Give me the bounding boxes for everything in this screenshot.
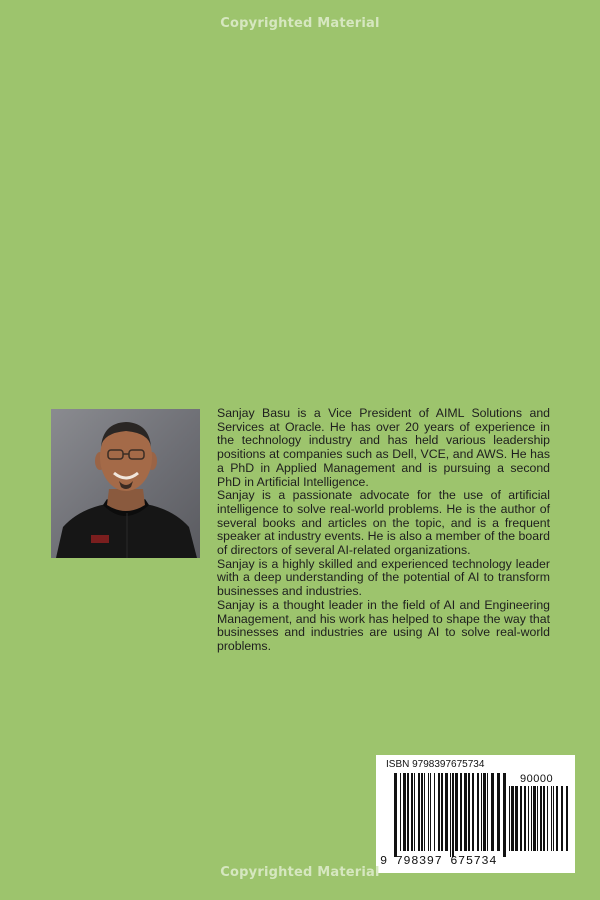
barcode-bar	[566, 786, 568, 851]
barcode-bar	[497, 773, 500, 851]
barcode-bar	[438, 773, 440, 851]
barcode-bar	[537, 786, 538, 851]
barcode-bar	[421, 773, 423, 851]
barcode-bar	[450, 773, 451, 857]
barcode-bar	[483, 773, 486, 851]
isbn-digits: 9 798397 675734	[380, 854, 498, 868]
barcode-bar	[411, 773, 413, 851]
bio-paragraph: Sanjay Basu is a Vice President of AIML Solutions and Services at Oracle. He has over 20 years of experience in the technology industry and has held various leadership positions at companies such as Dell, VCE, and AWS. He has a PhD in Applied Management and is pursuing a second PhD in Artificial Intelligence.	[217, 406, 550, 489]
barcode-bar	[394, 773, 397, 857]
bio-paragraph: Sanjay is a highly skilled and experienced technology leader with a deep understanding of the potential of AI to transform businesses and industries.	[217, 556, 550, 599]
price-code: 90000	[520, 773, 554, 785]
barcode-bar	[430, 773, 431, 851]
author-bio	[217, 407, 550, 654]
barcode-bar	[472, 773, 474, 851]
barcode-bar	[424, 773, 425, 851]
barcode-bar	[491, 773, 494, 851]
barcode-bar	[481, 773, 482, 851]
barcode-bar	[515, 786, 518, 851]
barcode-bar	[428, 773, 429, 851]
barcode-bar	[511, 786, 514, 851]
barcode-bar	[403, 773, 406, 851]
barcode-bar	[418, 773, 420, 851]
barcode-bar	[414, 773, 415, 851]
barcode-bar	[400, 773, 401, 851]
barcode-bar	[477, 773, 479, 851]
watermark-top: Copyrighted Material	[220, 16, 380, 31]
barcode-bar	[407, 773, 409, 851]
barcode-bar	[543, 786, 545, 851]
barcode-addon	[509, 786, 569, 857]
barcode-bar	[455, 773, 458, 851]
barcode-bar	[503, 773, 506, 857]
barcode-bar	[445, 773, 448, 851]
barcode-bar	[553, 786, 554, 851]
barcode-bar	[561, 786, 563, 851]
barcode-bar	[441, 773, 443, 851]
barcode-bar	[547, 786, 548, 851]
barcode-bar	[452, 773, 454, 857]
barcode-bar	[487, 773, 488, 851]
barcode-bar	[556, 786, 558, 851]
barcode-bar	[531, 786, 532, 851]
barcode-bar	[460, 773, 462, 851]
barcode-bar	[520, 786, 522, 851]
barcode-bar	[468, 773, 470, 851]
isbn-barcode-box	[376, 755, 575, 873]
barcode-bar	[464, 773, 467, 851]
barcode-main	[394, 773, 506, 857]
barcode-bar	[434, 773, 435, 851]
barcode-bar	[528, 786, 529, 851]
bio-paragraph: Sanjay is a thought leader in the field of AI and Engineering Management, and his work has helped to shape the way that businesses and industries are using AI to solve real-world problems.	[217, 597, 550, 653]
author-photo	[51, 409, 200, 558]
barcode-bar	[524, 786, 526, 851]
barcode-bar	[540, 786, 542, 851]
barcode-bar	[533, 786, 536, 851]
barcode-bar	[551, 786, 552, 851]
watermark-bottom: Copyrighted Material	[220, 865, 380, 880]
bio-paragraph: Sanjay is a passionate advocate for the use of artificial intelligence to solve real-world problems. He is the author of several books and articles on the topic, and is a frequent speaker at industry events. He is also a member of the board of directors of several AI-related organizations.	[217, 488, 550, 558]
barcode-bar	[509, 786, 510, 851]
isbn-label: ISBN 9798397675734	[386, 759, 485, 770]
